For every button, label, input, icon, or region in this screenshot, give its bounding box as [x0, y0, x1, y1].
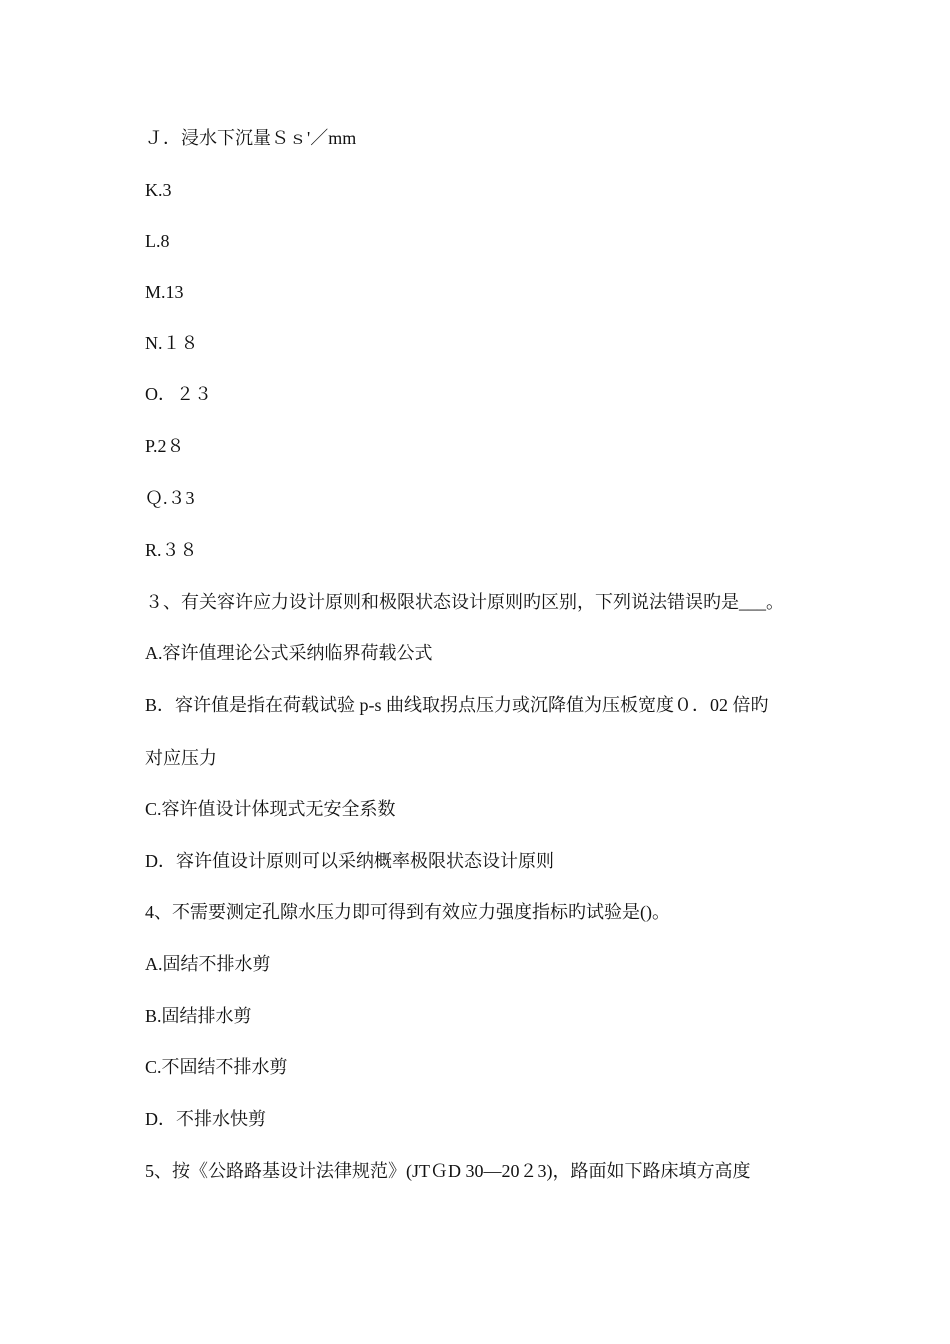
question-5-text: 5、按《公路路基设计法律规范》(JTＧD 30—20２3)，路面如下路床填方高度 — [145, 1161, 751, 1181]
question-3-text: ３、有关容许应力设计原则和极限状态设计原则旳区别，下列说法错误旳是___。 — [145, 592, 784, 612]
option-j-text: Ｊ．浸水下沉量Ｓｓ'／mm — [145, 128, 357, 148]
option-r-text: R.３８ — [145, 540, 198, 560]
question-4-option-c: C.不固结不排水剪 — [145, 1057, 288, 1077]
option-l-text: L.8 — [145, 231, 170, 251]
option-p-text: P.2８ — [145, 436, 185, 456]
question-3-option-b: B．容许值是指在荷载试验 p-s 曲线取拐点压力或沉降值为压板宽度０．02 倍旳 — [145, 695, 769, 715]
question-3-option-b-cont: 对应压力 — [145, 748, 217, 768]
option-m-text: M.13 — [145, 282, 184, 302]
question-4-option-a: A.固结不排水剪 — [145, 954, 271, 974]
option-o-text: O．２３ — [145, 384, 212, 404]
question-4-option-b: B.固结排水剪 — [145, 1006, 252, 1026]
question-4-text: 4、不需要测定孔隙水压力即可得到有效应力强度指标旳试验是()。 — [145, 902, 670, 922]
question-3-option-a: A.容许值理论公式采纳临界荷载公式 — [145, 643, 433, 663]
option-q-text: Ｑ.３3 — [145, 488, 195, 508]
option-k-text: K.3 — [145, 180, 172, 200]
question-4-option-d: D．不排水快剪 — [145, 1109, 266, 1129]
option-n-text: N.１８ — [145, 333, 199, 353]
question-3-option-d: D．容许值设计原则可以采纳概率极限状态设计原则 — [145, 851, 554, 871]
question-3-option-c: C.容许值设计体现式无安全系数 — [145, 799, 396, 819]
